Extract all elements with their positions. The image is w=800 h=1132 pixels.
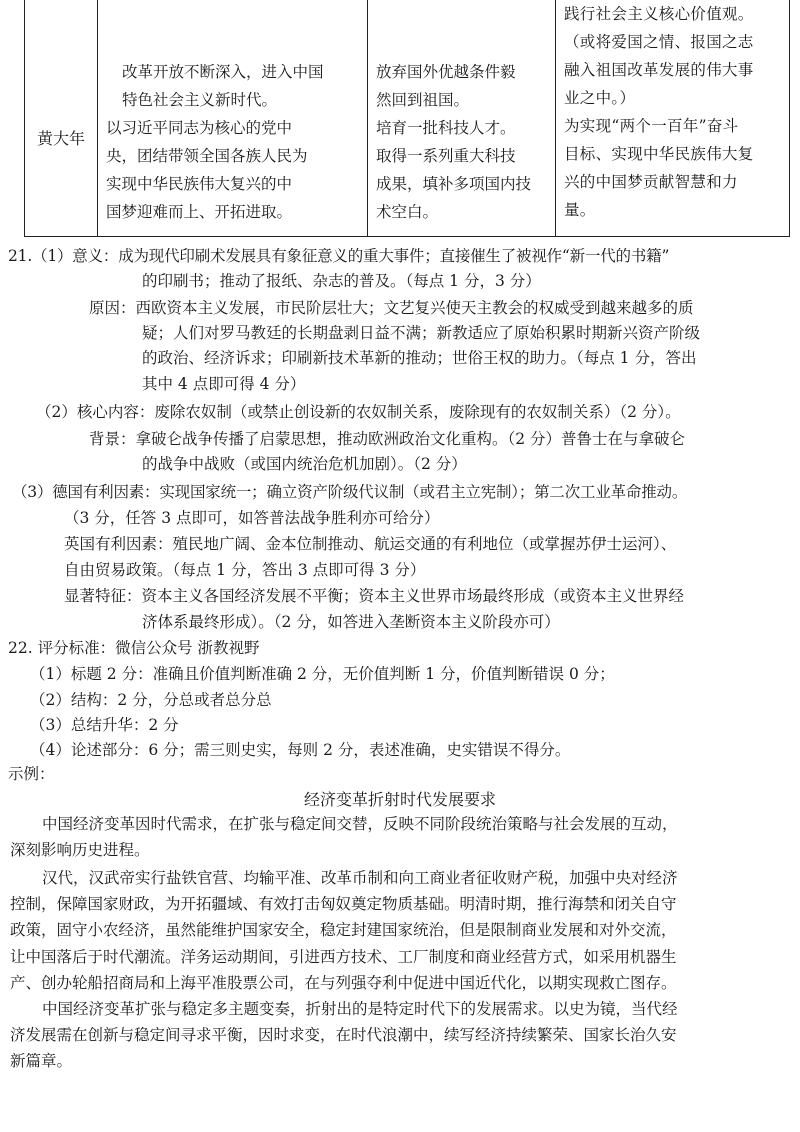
q21-reason-line: 原因：西欧资本主义发展，市民阶层壮大；文艺复兴使天主教会的权威受到越来越多的质 bbox=[89, 299, 694, 317]
essay-paragraph-line: 济发展需在创新与稳定间寻求平衡，因时求变，在时代浪潮中，续写经济持续繁荣、国家长治久安 bbox=[10, 1026, 677, 1044]
q21-germany-line: （3 分，任答 3 点即可，如答普法战争胜利亦可给分） bbox=[64, 509, 440, 527]
values-line: 兴的中国梦贡献智慧和力 bbox=[564, 173, 738, 191]
era-line: 实现中华民族伟大复兴的中 bbox=[106, 175, 293, 193]
q22-criteria-item: （1）标题 2 分：准确且价值判断准确 2 分，无价值判断 1 分，价值判断错误 0 分； bbox=[30, 665, 615, 683]
essay-paragraph-line: 中国经济变革因时代需求，在扩张与稳定间交替，反映不同阶段统治策略与社会发展的互动， bbox=[42, 815, 678, 833]
era-text bbox=[106, 58, 361, 226]
values-line: 融入祖国改革发展的伟大事 bbox=[564, 61, 754, 79]
values-line: 量。 bbox=[564, 201, 596, 219]
q22-criteria-item: （3）总结升华：2 分 bbox=[30, 716, 179, 734]
table-values-cell bbox=[555, 0, 791, 236]
table-era-cell bbox=[97, 0, 367, 236]
q21-core-line: （2）核心内容：废除农奴制（或禁止创设新的农奴制关系，废除现有的农奴制关系）（2 分）。 bbox=[36, 403, 681, 421]
q21-britain-line: 英国有利因素：殖民地广阔、金本位制推动、航运交通的有利地位（或掌握苏伊士运河）、 bbox=[64, 535, 677, 553]
essay-paragraph-line: 产、创办轮船招商局和上海平准股票公司，在与列强夺利中促进中国近代化，以期实现救亡图存。 bbox=[10, 974, 677, 992]
q21-germany-line: （3）德国有利因素：实现国家统一；确立资产阶级代议制（或君主立宪制）；第二次工业革命推动。 bbox=[12, 483, 688, 501]
q21-reason-line: 的政治、经济诉求；印刷新技术革新的推动；世俗王权的助力。（每点 1 分，答出 bbox=[142, 349, 697, 367]
q21-feature-line: 显著特征：资本主义各国经济发展不平衡；资本主义世界市场最终形成（或资本主义世界经 bbox=[64, 587, 685, 605]
deeds-line: 然回到祖国。 bbox=[376, 91, 470, 109]
example-label: 示例： bbox=[8, 765, 55, 783]
values-line: 业之中。） bbox=[564, 89, 636, 107]
values-line: 目标、实现中华民族伟大复 bbox=[564, 145, 754, 163]
essay-paragraph-line: 汉代，汉武帝实行盐铁官营、均输平准、改革币制和向工商业者征收财产税，加强中央对经济 bbox=[42, 869, 678, 887]
q21-background-line: 的战争中战败（或国内统治危机加剧）。（2 分） bbox=[142, 455, 467, 473]
values-line: 践行社会主义核心价值观。 bbox=[564, 5, 754, 23]
values-text bbox=[564, 0, 787, 224]
essay-paragraph-line: 政策，固守小农经济，虽然能维护国家安全，稳定封建国家统治，但是限制商业发展和对外交流， bbox=[10, 921, 677, 939]
q21-meaning-line: 21.（1）意义：成为现代印刷术发展具有象征意义的重大事件；直接催生了被视作“新一代的书籍” bbox=[8, 247, 670, 265]
deeds-line: 放弃国外优越条件毅 bbox=[376, 63, 516, 81]
era-line: 改革开放不断深入，进入中国 bbox=[122, 63, 324, 81]
deeds-line: 培育一批科技人才。 bbox=[376, 119, 516, 137]
deeds-text bbox=[376, 58, 551, 226]
q21-reason-line: 疑；人们对罗马教廷的长期盘剥日益不满；新教适应了原始积累时期新兴资产阶级 bbox=[142, 324, 701, 342]
q21-background-line: 背景：拿破仑战争传播了启蒙思想，推动欧洲政治文化重构。（2 分）普鲁士在与拿破仑 bbox=[89, 430, 686, 448]
q21-meaning-line: 的印刷书；推动了报纸、杂志的普及。（每点 1 分，3 分） bbox=[142, 272, 541, 290]
deeds-line: 术空白。 bbox=[376, 203, 439, 221]
q22-criteria-item: （2）结构：2 分，分总或者总分总 bbox=[30, 691, 272, 709]
essay-paragraph-line: 中国经济变革扩张与稳定多主题变奏，折射出的是特定时代下的发展需求。以史为镜，当代经 bbox=[42, 1000, 678, 1018]
q21-britain-line: 自由贸易政策。（每点 1 分，答出 3 点即可得 3 分） bbox=[64, 561, 426, 579]
essay-title: 经济变革折射时代发展要求 bbox=[303, 790, 496, 809]
deeds-line: 成果，填补多项国内技 bbox=[376, 175, 532, 193]
essay-paragraph-line: 深刻影响历史进程。 bbox=[10, 841, 150, 859]
table-deeds-cell bbox=[367, 0, 555, 236]
essay-paragraph-line: 控制，保障国家财政，为开拓疆域、有效打击匈奴奠定物质基础。明清时期，推行海禁和闭关自守 bbox=[10, 895, 677, 913]
values-line: 为实现“两个一百年”奋斗 bbox=[564, 117, 739, 135]
values-line: （或将爱国之情、报国之志 bbox=[564, 33, 754, 51]
comparison-table bbox=[24, 0, 790, 237]
q21-reason-line: 其中 4 点即可得 4 分） bbox=[142, 375, 306, 393]
q22-criteria-heading: 22. 评分标准：微信公众号 浙教视野 bbox=[8, 639, 260, 657]
person-name: 黄大年 bbox=[36, 129, 85, 148]
era-line: 国梦迎难而上、开拓进取。 bbox=[106, 203, 293, 221]
era-line: 央，团结带领全国各族人民为 bbox=[106, 147, 308, 165]
q22-criteria-item: （4）论述部分：6 分；需三则史实，每则 2 分，表述准确，史实错误不得分。 bbox=[30, 741, 571, 759]
era-line: 以习近平同志为核心的党中 bbox=[106, 119, 293, 137]
era-line: 特色社会主义新时代。 bbox=[122, 91, 278, 109]
table-name-cell bbox=[25, 0, 97, 236]
deeds-line: 取得一系列重大科技 bbox=[376, 147, 516, 165]
essay-paragraph-line: 让中国落后于时代潮流。洋务运动期间，引进西方技术、工厂制度和商业经营方式，如采用机器生 bbox=[10, 948, 677, 966]
essay-paragraph-line: 新篇章。 bbox=[10, 1052, 73, 1070]
q21-feature-line: 济体系最终形成）。（2 分，如答进入垄断资本主义阶段亦可） bbox=[142, 613, 560, 631]
